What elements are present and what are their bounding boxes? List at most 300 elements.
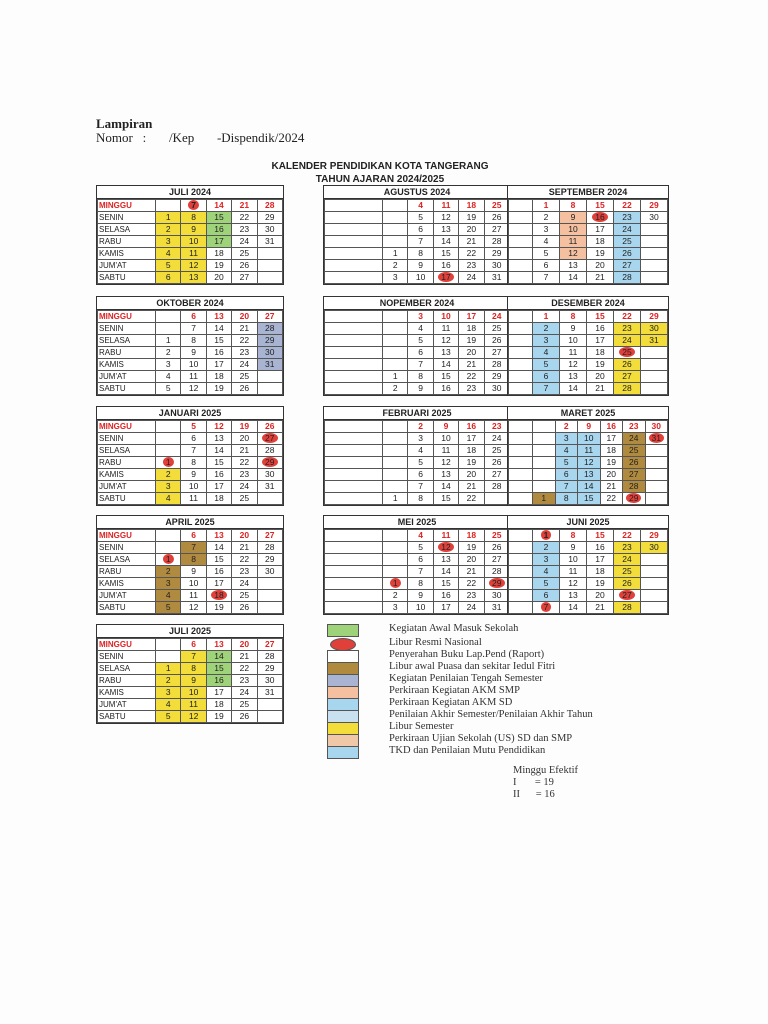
day-cell: 27 bbox=[614, 260, 641, 272]
day-cell: 18 bbox=[459, 530, 484, 542]
day-label bbox=[325, 566, 383, 578]
day-label bbox=[509, 590, 533, 602]
day-cell bbox=[533, 421, 556, 433]
day-cell: 14 bbox=[560, 272, 587, 284]
calendar-row bbox=[509, 493, 668, 505]
calendar-row bbox=[509, 248, 668, 260]
legend-label: Libur Semester bbox=[389, 721, 454, 732]
day-label bbox=[509, 554, 533, 566]
day-label: JUM'AT bbox=[98, 260, 156, 272]
day-label bbox=[325, 212, 383, 224]
day-label bbox=[509, 457, 533, 469]
day-cell: 17 bbox=[206, 687, 231, 699]
day-cell: 7 bbox=[408, 566, 433, 578]
day-label bbox=[325, 347, 383, 359]
day-label bbox=[509, 602, 533, 614]
day-cell: 2 bbox=[408, 421, 433, 433]
day-label: JUM'AT bbox=[98, 699, 156, 711]
day-cell: 16 bbox=[433, 260, 458, 272]
day-cell: 13 bbox=[206, 311, 231, 323]
day-label bbox=[325, 236, 383, 248]
day-label bbox=[509, 530, 533, 542]
day-cell: 19 bbox=[600, 457, 623, 469]
day-cell: 14 bbox=[206, 323, 231, 335]
day-label bbox=[509, 371, 533, 383]
document-title bbox=[230, 160, 530, 186]
day-label: SABTU bbox=[98, 602, 156, 614]
day-cell: 12 bbox=[206, 421, 231, 433]
calendar-row bbox=[98, 433, 283, 445]
day-cell: 7 bbox=[408, 236, 433, 248]
day-label: RABU bbox=[98, 236, 156, 248]
day-cell: 20 bbox=[600, 469, 623, 481]
calendar-row bbox=[509, 469, 668, 481]
day-label bbox=[325, 457, 383, 469]
calendar-row bbox=[98, 383, 283, 395]
day-label bbox=[325, 200, 383, 212]
day-label: MINGGU bbox=[98, 200, 156, 212]
day-label: RABU bbox=[98, 566, 156, 578]
day-cell: 21 bbox=[600, 481, 623, 493]
day-cell bbox=[433, 542, 458, 554]
day-cell bbox=[645, 481, 668, 493]
day-cell: 15 bbox=[433, 493, 458, 505]
month-calendar bbox=[323, 185, 511, 285]
day-cell: 23 bbox=[614, 323, 641, 335]
day-cell: 8 bbox=[181, 457, 206, 469]
day-cell: 21 bbox=[587, 272, 614, 284]
day-cell: 21 bbox=[587, 383, 614, 395]
day-cell bbox=[641, 602, 668, 614]
day-cell: 5 bbox=[408, 335, 433, 347]
day-cell: 10 bbox=[433, 433, 458, 445]
day-cell: 14 bbox=[433, 359, 458, 371]
calendar-row bbox=[325, 248, 510, 260]
calendar-row bbox=[98, 639, 283, 651]
day-cell: 21 bbox=[232, 445, 257, 457]
day-cell bbox=[156, 639, 181, 651]
day-cell: 10 bbox=[560, 335, 587, 347]
day-label: SENIN bbox=[98, 542, 156, 554]
day-cell: 24 bbox=[232, 578, 257, 590]
day-cell: 5 bbox=[533, 248, 560, 260]
day-cell: 10 bbox=[181, 481, 206, 493]
month-calendar bbox=[507, 406, 669, 506]
day-cell bbox=[645, 433, 668, 445]
day-cell bbox=[641, 248, 668, 260]
day-label bbox=[325, 383, 383, 395]
day-cell: 25 bbox=[484, 323, 509, 335]
day-cell: 8 bbox=[181, 335, 206, 347]
day-cell bbox=[383, 421, 408, 433]
day-cell: 8 bbox=[560, 530, 587, 542]
calendar-row bbox=[509, 335, 668, 347]
day-label bbox=[325, 323, 383, 335]
day-label: SELASA bbox=[98, 445, 156, 457]
day-cell: 25 bbox=[232, 590, 257, 602]
day-cell: 16 bbox=[206, 224, 231, 236]
day-cell: 12 bbox=[560, 359, 587, 371]
day-cell: 7 bbox=[555, 481, 578, 493]
day-label bbox=[509, 542, 533, 554]
calendar-row bbox=[325, 359, 510, 371]
day-cell: 22 bbox=[459, 493, 484, 505]
month-title: JULI 2025 bbox=[97, 625, 283, 638]
day-cell bbox=[383, 335, 408, 347]
calendar-row bbox=[325, 554, 510, 566]
day-cell bbox=[257, 433, 282, 445]
holiday-marker: 27 bbox=[619, 590, 634, 600]
day-cell: 6 bbox=[408, 224, 433, 236]
day-cell: 26 bbox=[232, 383, 257, 395]
day-cell: 25 bbox=[484, 445, 509, 457]
day-cell: 20 bbox=[587, 260, 614, 272]
day-cell: 17 bbox=[433, 602, 458, 614]
day-cell: 4 bbox=[156, 248, 181, 260]
day-cell: 20 bbox=[587, 371, 614, 383]
day-label bbox=[325, 602, 383, 614]
day-cell: 4 bbox=[408, 323, 433, 335]
calendar-row bbox=[325, 224, 510, 236]
day-cell: 11 bbox=[433, 530, 458, 542]
day-cell bbox=[156, 421, 181, 433]
day-cell: 4 bbox=[156, 371, 181, 383]
day-cell: 9 bbox=[408, 383, 433, 395]
day-label bbox=[325, 554, 383, 566]
day-cell bbox=[383, 542, 408, 554]
legend-label: Perkiraan Ujian Sekolah (US) SD dan SMP bbox=[389, 733, 573, 744]
day-cell: 29 bbox=[641, 530, 668, 542]
day-cell: 19 bbox=[206, 602, 231, 614]
calendar-row bbox=[98, 371, 283, 383]
day-cell: 22 bbox=[614, 530, 641, 542]
day-cell: 30 bbox=[641, 542, 668, 554]
day-cell: 1 bbox=[533, 311, 560, 323]
day-cell: 2 bbox=[156, 469, 181, 481]
day-cell: 18 bbox=[587, 236, 614, 248]
day-cell: 2 bbox=[156, 566, 181, 578]
day-cell: 27 bbox=[484, 554, 509, 566]
calendar-row bbox=[509, 433, 668, 445]
day-cell: 30 bbox=[257, 675, 282, 687]
day-cell: 18 bbox=[459, 445, 484, 457]
calendar-row bbox=[509, 200, 668, 212]
day-label bbox=[509, 347, 533, 359]
day-cell: 7 bbox=[408, 481, 433, 493]
day-cell: 26 bbox=[257, 421, 282, 433]
day-cell: 25 bbox=[484, 200, 509, 212]
day-cell: 29 bbox=[257, 212, 282, 224]
calendar-row bbox=[325, 383, 510, 395]
day-cell: 5 bbox=[533, 359, 560, 371]
day-cell: 15 bbox=[587, 200, 614, 212]
day-cell: 31 bbox=[257, 481, 282, 493]
day-cell: 28 bbox=[257, 200, 282, 212]
day-cell bbox=[533, 469, 556, 481]
month-calendar bbox=[96, 185, 284, 285]
day-cell: 17 bbox=[587, 335, 614, 347]
calendar-row bbox=[325, 335, 510, 347]
day-cell: 6 bbox=[408, 469, 433, 481]
day-cell: 15 bbox=[206, 212, 231, 224]
day-cell: 14 bbox=[206, 542, 231, 554]
day-cell: 28 bbox=[257, 323, 282, 335]
day-label bbox=[509, 236, 533, 248]
day-cell: 28 bbox=[614, 383, 641, 395]
day-cell: 17 bbox=[459, 311, 484, 323]
day-cell: 21 bbox=[459, 359, 484, 371]
day-cell: 28 bbox=[623, 481, 646, 493]
day-cell bbox=[484, 493, 509, 505]
calendar-row bbox=[325, 590, 510, 602]
day-label bbox=[325, 542, 383, 554]
day-cell bbox=[587, 212, 614, 224]
day-cell: 22 bbox=[459, 371, 484, 383]
day-cell: 22 bbox=[459, 248, 484, 260]
day-cell bbox=[645, 445, 668, 457]
day-cell: 21 bbox=[587, 602, 614, 614]
legend-label: Libur Resmi Nasional bbox=[389, 637, 482, 648]
day-cell: 24 bbox=[232, 359, 257, 371]
day-cell bbox=[383, 469, 408, 481]
day-cell: 31 bbox=[484, 602, 509, 614]
calendar-row bbox=[325, 469, 510, 481]
day-cell: 21 bbox=[459, 481, 484, 493]
month-title: JANUARI 2025 bbox=[97, 407, 283, 420]
day-cell: 21 bbox=[232, 323, 257, 335]
day-cell: 30 bbox=[641, 323, 668, 335]
day-cell: 6 bbox=[181, 530, 206, 542]
day-cell: 20 bbox=[232, 433, 257, 445]
day-cell: 25 bbox=[614, 236, 641, 248]
day-cell: 1 bbox=[156, 335, 181, 347]
day-cell: 13 bbox=[433, 347, 458, 359]
day-label: MINGGU bbox=[98, 530, 156, 542]
day-cell bbox=[156, 542, 181, 554]
day-cell bbox=[257, 260, 282, 272]
month-calendar bbox=[507, 515, 669, 615]
calendar-row bbox=[325, 200, 510, 212]
day-cell: 9 bbox=[181, 224, 206, 236]
day-cell: 17 bbox=[206, 481, 231, 493]
day-cell: 15 bbox=[206, 335, 231, 347]
day-cell: 29 bbox=[257, 663, 282, 675]
lampiran-heading: Lampiran bbox=[96, 116, 153, 131]
legend-swatch bbox=[327, 746, 359, 759]
title-line-1: KALENDER PENDIDIKAN KOTA TANGERANG bbox=[271, 161, 489, 172]
day-label bbox=[509, 335, 533, 347]
day-cell bbox=[645, 493, 668, 505]
day-cell: 9 bbox=[560, 212, 587, 224]
day-cell: 13 bbox=[560, 371, 587, 383]
day-cell: 7 bbox=[408, 359, 433, 371]
day-cell bbox=[641, 578, 668, 590]
day-cell: 18 bbox=[206, 699, 231, 711]
calendar-row bbox=[98, 445, 283, 457]
day-cell: 25 bbox=[232, 699, 257, 711]
day-cell bbox=[383, 566, 408, 578]
day-cell: 15 bbox=[433, 371, 458, 383]
day-cell: 30 bbox=[257, 469, 282, 481]
day-cell: 13 bbox=[206, 639, 231, 651]
day-cell: 24 bbox=[232, 481, 257, 493]
calendar-row bbox=[509, 311, 668, 323]
day-label bbox=[325, 260, 383, 272]
holiday-marker: 1 bbox=[390, 578, 401, 588]
day-label bbox=[509, 383, 533, 395]
day-cell: 9 bbox=[578, 421, 601, 433]
day-cell bbox=[383, 224, 408, 236]
day-cell bbox=[533, 433, 556, 445]
day-cell bbox=[156, 445, 181, 457]
day-cell: 29 bbox=[257, 335, 282, 347]
day-cell: 27 bbox=[232, 272, 257, 284]
day-cell: 24 bbox=[459, 272, 484, 284]
day-cell: 11 bbox=[560, 236, 587, 248]
day-cell: 6 bbox=[408, 347, 433, 359]
day-cell: 25 bbox=[623, 445, 646, 457]
calendar-row bbox=[509, 212, 668, 224]
day-cell: 2 bbox=[555, 421, 578, 433]
calendar-row bbox=[509, 590, 668, 602]
calendar-row bbox=[325, 347, 510, 359]
day-cell: 16 bbox=[206, 347, 231, 359]
calendar-row bbox=[509, 457, 668, 469]
day-cell: 14 bbox=[560, 602, 587, 614]
day-cell bbox=[484, 578, 509, 590]
day-label bbox=[509, 469, 533, 481]
calendar-row bbox=[98, 663, 283, 675]
holiday-marker: 27 bbox=[262, 433, 277, 443]
day-cell bbox=[156, 200, 181, 212]
day-cell: 18 bbox=[206, 493, 231, 505]
day-cell: 9 bbox=[181, 566, 206, 578]
day-cell: 21 bbox=[232, 542, 257, 554]
day-cell: 6 bbox=[181, 433, 206, 445]
day-label bbox=[325, 493, 383, 505]
day-label: SENIN bbox=[98, 433, 156, 445]
calendar-row bbox=[325, 530, 510, 542]
day-cell: 16 bbox=[600, 421, 623, 433]
day-cell bbox=[383, 236, 408, 248]
calendar-row bbox=[509, 260, 668, 272]
calendar-row bbox=[325, 212, 510, 224]
month-title: AGUSTUS 2024 bbox=[324, 186, 510, 199]
calendar-row bbox=[325, 371, 510, 383]
calendar-row bbox=[98, 347, 283, 359]
title-line-2: TAHUN AJARAN 2024/2025 bbox=[315, 174, 445, 185]
day-cell: 25 bbox=[614, 566, 641, 578]
day-cell bbox=[257, 272, 282, 284]
day-cell: 26 bbox=[484, 457, 509, 469]
day-cell bbox=[156, 530, 181, 542]
day-label: SABTU bbox=[98, 383, 156, 395]
month-title: APRIL 2025 bbox=[97, 516, 283, 529]
day-cell: 14 bbox=[560, 383, 587, 395]
day-cell: 18 bbox=[206, 371, 231, 383]
day-cell: 6 bbox=[156, 272, 181, 284]
day-cell: 19 bbox=[459, 542, 484, 554]
day-cell: 27 bbox=[257, 530, 282, 542]
holiday-marker: 7 bbox=[188, 200, 199, 210]
calendar-row bbox=[98, 675, 283, 687]
month-calendar bbox=[507, 296, 669, 396]
day-label bbox=[325, 311, 383, 323]
day-cell bbox=[614, 590, 641, 602]
day-cell: 3 bbox=[408, 433, 433, 445]
day-label bbox=[509, 323, 533, 335]
day-cell: 4 bbox=[533, 347, 560, 359]
day-cell bbox=[641, 272, 668, 284]
day-label: SENIN bbox=[98, 651, 156, 663]
day-cell: 23 bbox=[484, 421, 509, 433]
day-label: RABU bbox=[98, 675, 156, 687]
day-cell: 1 bbox=[533, 493, 556, 505]
day-cell: 23 bbox=[614, 542, 641, 554]
day-cell: 27 bbox=[614, 371, 641, 383]
day-cell: 13 bbox=[433, 554, 458, 566]
day-cell: 23 bbox=[459, 383, 484, 395]
day-cell: 22 bbox=[614, 200, 641, 212]
day-cell: 23 bbox=[459, 590, 484, 602]
day-cell: 19 bbox=[459, 457, 484, 469]
day-cell: 29 bbox=[641, 200, 668, 212]
day-label: SABTU bbox=[98, 493, 156, 505]
day-cell: 16 bbox=[206, 566, 231, 578]
day-cell: 25 bbox=[232, 493, 257, 505]
day-cell: 31 bbox=[257, 687, 282, 699]
day-cell: 10 bbox=[181, 687, 206, 699]
day-cell: 3 bbox=[156, 578, 181, 590]
day-cell: 23 bbox=[232, 224, 257, 236]
day-cell: 17 bbox=[587, 554, 614, 566]
day-cell: 4 bbox=[408, 200, 433, 212]
day-cell: 8 bbox=[181, 663, 206, 675]
day-cell bbox=[383, 578, 408, 590]
day-cell: 22 bbox=[232, 335, 257, 347]
day-cell: 27 bbox=[257, 639, 282, 651]
day-cell: 3 bbox=[383, 602, 408, 614]
day-cell bbox=[383, 347, 408, 359]
day-cell: 23 bbox=[459, 260, 484, 272]
calendar-row bbox=[509, 272, 668, 284]
day-cell: 9 bbox=[560, 323, 587, 335]
day-label bbox=[509, 224, 533, 236]
day-cell bbox=[533, 481, 556, 493]
calendar-row bbox=[98, 530, 283, 542]
calendar-row bbox=[509, 602, 668, 614]
day-cell: 3 bbox=[533, 335, 560, 347]
day-cell: 8 bbox=[181, 212, 206, 224]
day-label bbox=[509, 578, 533, 590]
day-cell: 6 bbox=[181, 639, 206, 651]
day-cell: 17 bbox=[600, 433, 623, 445]
day-cell bbox=[257, 457, 282, 469]
day-cell: 21 bbox=[232, 651, 257, 663]
legend-label: Penyerahan Buku Lap.Pend (Raport) bbox=[389, 649, 545, 660]
calendar-row bbox=[98, 311, 283, 323]
efektif-title: Minggu Efektif bbox=[513, 765, 579, 776]
day-cell: 24 bbox=[614, 224, 641, 236]
day-label bbox=[325, 469, 383, 481]
month-title: JULI 2024 bbox=[97, 186, 283, 199]
legend-label: TKD dan Penilaian Mutu Pendidikan bbox=[389, 745, 546, 756]
day-cell: 20 bbox=[232, 311, 257, 323]
holiday-marker: 1 bbox=[541, 530, 552, 540]
calendar-row bbox=[98, 335, 283, 347]
day-cell: 12 bbox=[181, 383, 206, 395]
day-cell: 12 bbox=[181, 602, 206, 614]
